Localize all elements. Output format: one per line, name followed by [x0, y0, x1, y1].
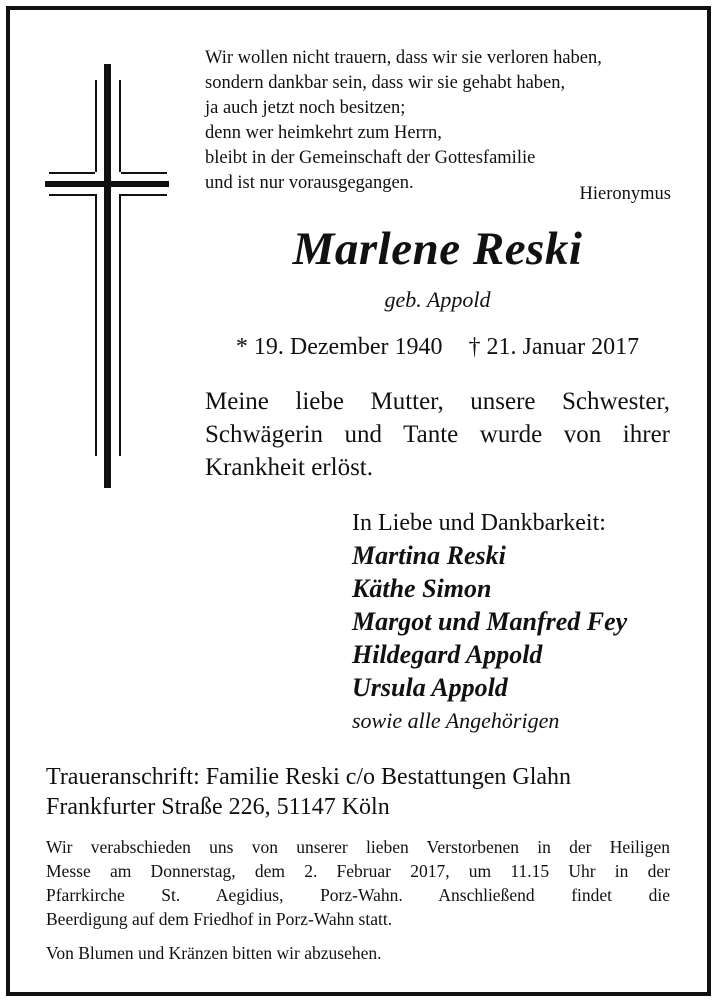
service-info: [46, 835, 670, 931]
mourning-address: [46, 762, 686, 822]
service-line: Wir verabschieden uns von unserer lieben Verstorbenen in der Heiligen: [46, 837, 670, 857]
deceased-name: Marlene Reski: [292, 223, 583, 275]
poem-line: Wir wollen nicht trauern, dass wir sie verloren haben,: [205, 48, 602, 68]
mourner-name: Käthe Simon: [352, 574, 492, 603]
mourner-name: Margot und Manfred Fey: [352, 607, 628, 636]
message-line: Krankheit erlöst.: [205, 454, 374, 481]
mourners-list: [352, 507, 682, 738]
death-date: † 21. Januar 2017: [468, 334, 640, 360]
mourners-intro: In Liebe und Dankbarkeit:: [352, 510, 606, 536]
life-dates: [205, 334, 670, 361]
message-line: Meine liebe Mutter, unsere Schwester,: [205, 388, 670, 415]
message-line: Schwägerin und Tante wurde von ihrer: [205, 421, 670, 448]
address-line: Traueranschrift: Familie Reski c/o Bestattungen Glahn: [46, 764, 572, 790]
cross-icon: [45, 64, 169, 488]
service-line: Messe am Donnerstag, dem 2. Februar 2017, um 11.15 Uhr in der: [46, 861, 670, 881]
poem-line: sondern dankbar sein, dass wir sie gehabt haben,: [205, 73, 566, 93]
poem-line: ja auch jetzt noch besitzen;: [205, 98, 406, 118]
service-line: Pfarrkirche St. Aegidius, Porz-Wahn. Anschließend findet die: [46, 885, 670, 905]
birth-date: * 19. Dezember 1940: [235, 334, 443, 360]
poem-line: bleibt in der Gemeinschaft der Gottesfamilie: [205, 148, 536, 168]
service-line: Beerdigung auf dem Friedhof in Porz-Wahn statt.: [46, 909, 393, 929]
closing-note: Von Blumen und Kränzen bitten wir abzusehen.: [46, 943, 382, 963]
address-line: Frankfurter Straße 226, 51147 Köln: [46, 794, 390, 820]
poem: [205, 46, 670, 196]
maiden-name: geb. Appold: [384, 287, 491, 312]
mourners-others: sowie alle Angehörigen: [352, 708, 560, 733]
mourner-name: Ursula Appold: [352, 673, 508, 702]
poem-line: denn wer heimkehrt zum Herrn,: [205, 123, 442, 143]
mourner-name: Martina Reski: [352, 541, 506, 570]
obituary-message: [205, 385, 670, 484]
mourner-name: Hildegard Appold: [352, 640, 543, 669]
poem-line: und ist nur vorausgegangen.: [205, 173, 414, 193]
poem-author: Hieronymus: [579, 184, 671, 204]
